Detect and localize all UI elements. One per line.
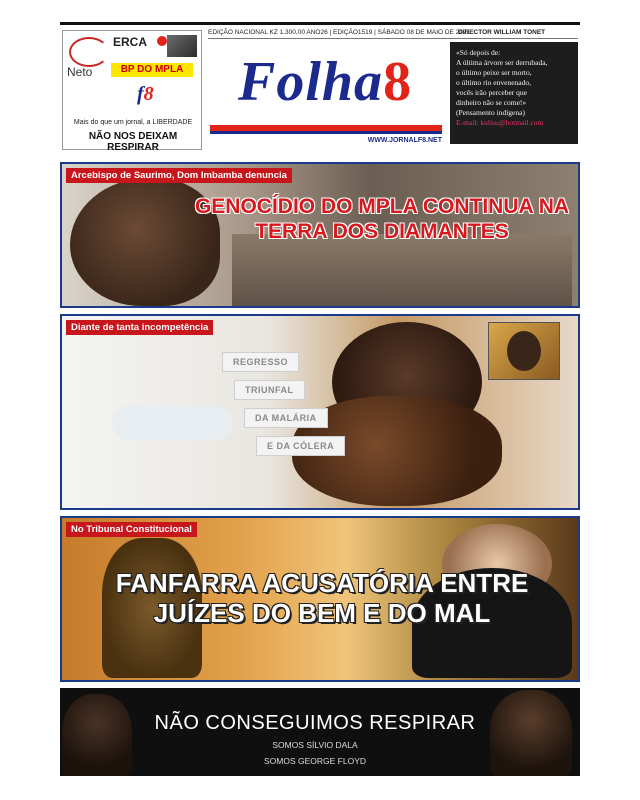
bp-label: BP DO MPLA [111, 63, 193, 77]
story-tag: No Tribunal Constitucional [66, 522, 197, 537]
erca-badge-icon [157, 36, 167, 46]
erca-label: ERCA [113, 35, 148, 49]
story-subline: SOMOS SÍLVIO DALA [272, 740, 358, 750]
gloved-hand-photo [112, 406, 232, 440]
pill-label: E DA CÓLERA [256, 436, 345, 456]
masthead-logo [238, 50, 412, 114]
story-headline: FANFARRA ACUSATÓRIA ENTRE JUÍZES DO BEM E DO MAL [115, 568, 529, 628]
masthead-number: 8 [383, 51, 413, 113]
top-rule [60, 22, 580, 25]
story-tribunal[interactable] [60, 516, 580, 682]
quote-line: «Só depois de: [456, 48, 501, 57]
story-malaria[interactable] [60, 314, 580, 510]
story-headline: NÃO CONSEGUIMOS RESPIRAR [154, 712, 476, 734]
quote-line: dinheiro não se come!» [456, 98, 527, 107]
thumbnail-photo [167, 35, 197, 57]
left-ad-box [62, 30, 202, 153]
victims-photo [232, 234, 572, 308]
story-subline: SOMOS GEORGE FLOYD [263, 756, 367, 766]
newspaper-front-page [60, 22, 580, 780]
president-portrait [488, 322, 560, 380]
story-tag: Diante de tanta incompetência [66, 320, 213, 335]
pill-label: DA MALÁRIA [244, 408, 328, 428]
quote-line: vocês irão perceber que [456, 88, 528, 97]
edition-rule [208, 38, 578, 39]
neto-logo-icon [69, 37, 109, 67]
pill-label: REGRESSO [222, 352, 299, 372]
motto-bold: NÃO NOS DEIXAM RESPIRAR [88, 131, 178, 153]
edition-line: EDIÇÃO NACIONAL KZ 1.300,00 ANO26 | EDIÇÃO1519 | SÁBADO 08 DE MAIO DE 2021 [208, 29, 471, 36]
masthead-blue-bar [210, 131, 442, 134]
neto-label: Neto [67, 65, 93, 79]
director-line: DIRECTOR WILLIAM TONET [458, 29, 546, 36]
quote-line: o último peixe ser morto, [456, 68, 532, 77]
quote-box [450, 42, 578, 144]
silvio-dala-photo [62, 694, 132, 776]
quote-line: (Pensamento indígena) [456, 108, 525, 117]
site-url[interactable]: WWW.JORNALF8.NET [367, 137, 442, 144]
quote-email[interactable]: E-mail: kulisu@hotmail.com [456, 118, 544, 127]
pill-label: TRIUNFAL [234, 380, 305, 400]
masthead-word: Folha [238, 51, 384, 113]
story-breathe[interactable] [60, 688, 580, 776]
story-headline: GENOCÍDIO DO MPLA CONTINUA NA TERRA DOS DIAMANTES [194, 195, 570, 243]
story-tag: Arcebispo de Saurimo, Dom Imbamba denuncia [66, 168, 292, 183]
quote-line: o último rio envenenado, [456, 78, 531, 87]
motto: Mais do que um jornal, a LIBERDADE [73, 119, 193, 126]
quote-line: A última árvore ser derrubada, [456, 58, 548, 67]
george-floyd-photo [490, 690, 572, 776]
story-genocide[interactable] [60, 162, 580, 308]
masthead [210, 42, 442, 144]
small-f8-logo: f8 [137, 83, 154, 105]
